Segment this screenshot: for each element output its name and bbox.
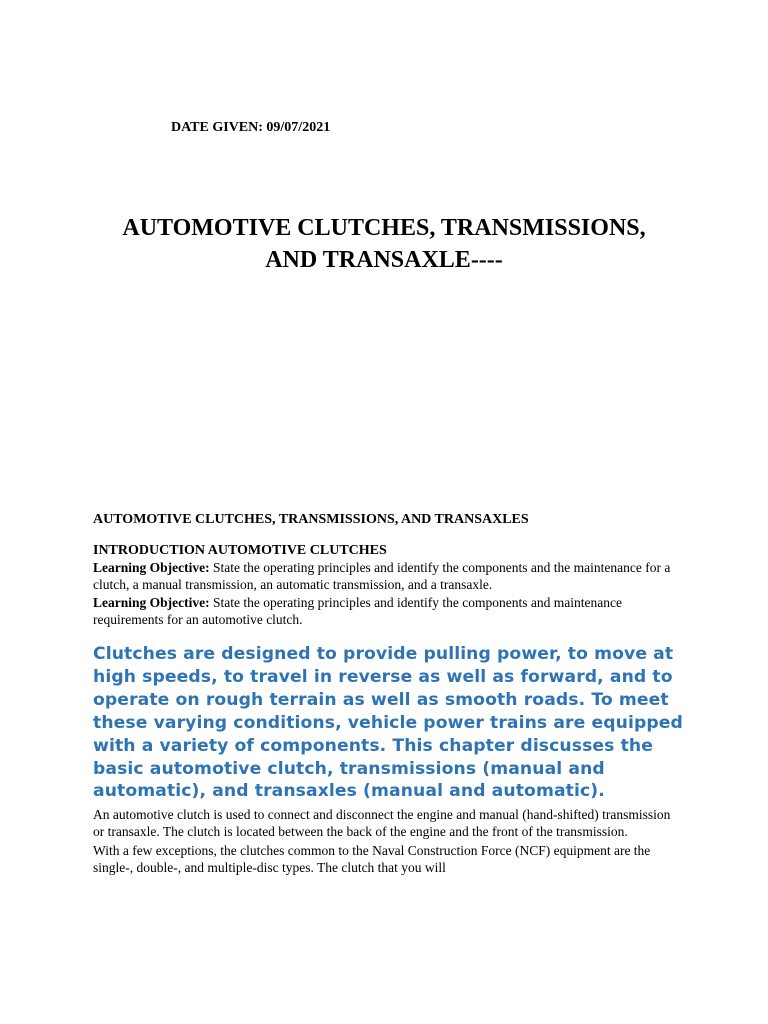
section-heading: AUTOMOTIVE CLUTCHES, TRANSMISSIONS, AND TRANSAXLES <box>93 512 529 527</box>
intro-heading: INTRODUCTION AUTOMOTIVE CLUTCHES <box>93 543 387 558</box>
highlight-paragraph: Clutches are designed to provide pulling power, to move at high speeds, to travel in reverse as well as forward, and to operate on rough terrain as well as smooth roads. To meet these varying conditions, vehicle power trains are equipped with a variety of components. This chapter discusses the basic automotive clutch, transmissions (manual and automatic), and transaxles (manual and automatic). <box>93 644 683 802</box>
document-title <box>60 212 708 276</box>
title-line-1: AUTOMOTIVE CLUTCHES, TRANSMISSIONS, <box>122 215 646 241</box>
date-given: DATE GIVEN: 09/07/2021 <box>171 120 331 135</box>
document-body <box>93 511 683 879</box>
objective-label: Learning Objective: <box>93 595 210 610</box>
learning-objective-2 <box>93 594 683 628</box>
learning-objective-1 <box>93 559 683 593</box>
objective-label: Learning Objective: <box>93 560 210 575</box>
body-paragraph-2: With a few exceptions, the clutches common to the Naval Construction Force (NCF) equipment are the single-, double-, and multiple-disc types. The clutch that you will <box>93 843 651 875</box>
objective-text: State the operating principles and identify the components and the maintenance for a clutch, a manual transmission, an automatic transmission, and a transaxle. <box>93 560 671 592</box>
title-line-2: AND TRANSAXLE---- <box>265 247 503 273</box>
objective-text: State the operating principles and identify the components and maintenance requirements for an automotive clutch. <box>93 595 622 627</box>
body-paragraph-1: An automotive clutch is used to connect and disconnect the engine and manual (hand-shifted) transmission or transaxle. The clutch is located between the back of the engine and the front of the transmission. <box>93 807 671 839</box>
